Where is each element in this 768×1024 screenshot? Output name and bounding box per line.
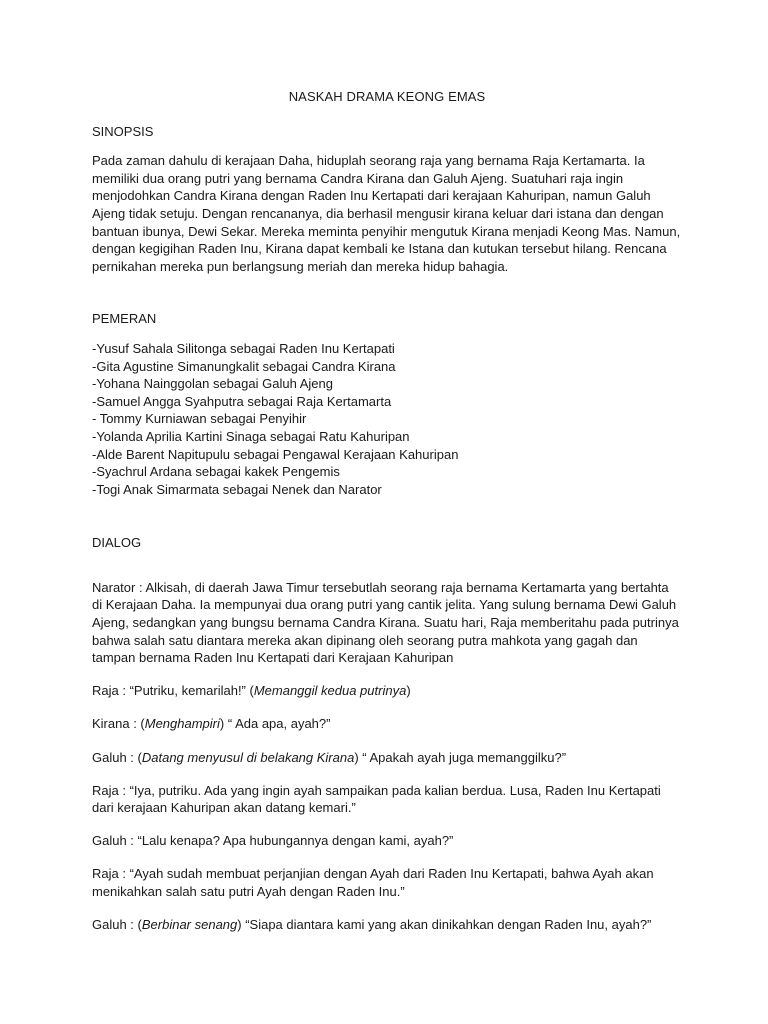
cast-item: -Syachrul Ardana sebagai kakek Pengemis: [92, 464, 340, 480]
dialog-heading: DIALOG: [92, 535, 142, 551]
dialog-text: ) “ Ada apa, ayah?”: [219, 716, 331, 732]
dialog-text: ) “Siapa diantara kami yang akan dinikahkan dengan Raden Inu, ayah?”: [237, 917, 652, 933]
dialog-narator: Narator : Alkisah, di daerah Jawa Timur tersebutlah seorang raja bernama Kertamarta yang bertahta di Kerajaan Daha. Ia mempunyai dua orang putri yang cantik jelita. Yang sulung bernama Dewi Galuh Ajeng, sedangkan yang bungsu bernama Candra Kirana. Suatu hari, Raja memberitahu pada putrinya bahwa salah satu diantara mereka akan dipinang oleh seorang putra mahkota yang gagah dan tampan bernama Raden Inu Kertapati dari Kerajaan Kahuripan: [92, 579, 679, 666]
sinopsis-text: Pada zaman dahulu di kerajaan Daha, hiduplah seorang raja yang bernama Raja Kertamarta. Ia memiliki dua orang putri yang bernama Candra Kirana dan Galuh Ajeng. Suatuhari raja ingin menjodohkan Candra Kirana dengan Raden Inu Kertapati dari kerajaan Kahuripan, namun Galuh Ajeng tidak setuju. Dengan rencananya, dia berhasil mengusir kirana keluar dari istana dan dengan bantuan ibunya, Dewi Sekar. Mereka meminta penyihir mengutuk Kirana menjadi Keong Mas. Namun, dengan kegigihan Raden Inu, Kirana dapat kembali ke Istana dan kutukan tersebut hilang. Rencana pernikahan mereka pun berlangsung meriah dan mereka hidup bahagia.: [92, 153, 681, 274]
dialog-text: Kirana : (: [92, 716, 145, 732]
pemeran-heading: PEMERAN: [92, 311, 157, 327]
cast-item: -Yolanda Aprilia Kartini Sinaga sebagai Ratu Kahuripan: [92, 428, 410, 444]
document-title: NASKAH DRAMA KEONG EMAS: [288, 89, 486, 104]
cast-item: -Yohana Nainggolan sebagai Galuh Ajeng: [92, 376, 333, 392]
dialog-text: Galuh : (: [92, 917, 142, 933]
stage-direction: Datang menyusul di belakang Kirana: [141, 749, 355, 765]
dialog-text: Raja : “Putriku, kemarilah!” (: [92, 683, 254, 699]
stage-direction: Memanggil kedua putrinya: [253, 683, 407, 699]
cast-item: -Gita Agustine Simanungkalit sebagai Candra Kirana: [92, 358, 396, 374]
dialog-line-galuh: Galuh : “Lalu kenapa? Apa hubungannya dengan kami, ayah?”: [92, 833, 454, 849]
cast-item: - Tommy Kurniawan sebagai Penyihir: [92, 411, 307, 427]
dialog-text: Galuh : (: [92, 749, 142, 765]
dialog-line-raja: [92, 682, 682, 700]
dialog-line-raja: Raja : “Ayah sudah membuat perjanjian dengan Ayah dari Raden Inu Kertapati, bahwa Ayah akan menikahkan salah satu putri Ayah dengan Raden Inu.”: [92, 866, 654, 899]
dialog-line-kirana: [92, 715, 682, 733]
cast-list: [92, 340, 682, 498]
dialog-line-galuh: [92, 749, 682, 767]
dialog-line-raja: Raja : “Iya, putriku. Ada yang ingin ayah sampaikan pada kalian berdua. Lusa, Raden Inu Kertapati dari kerajaan Kahuripan akan datang kemari.”: [92, 782, 661, 816]
stage-direction: Berbinar senang: [141, 917, 238, 933]
cast-item: -Alde Barent Napitupulu sebagai Pengawal Kerajaan Kahuripan: [92, 446, 459, 462]
dialog-text: ) “ Apakah ayah juga memanggilku?”: [354, 749, 567, 765]
cast-item: -Togi Anak Simarmata sebagai Nenek dan Narator: [92, 481, 382, 497]
dialog-line-galuh: [92, 916, 682, 934]
sinopsis-heading: SINOPSIS: [92, 123, 154, 139]
document-page: [92, 88, 682, 949]
cast-item: -Samuel Angga Syahputra sebagai Raja Kertamarta: [92, 393, 392, 409]
cast-item: -Yusuf Sahala Silitonga sebagai Raden Inu Kertapati: [92, 340, 395, 356]
stage-direction: Menghampiri: [144, 716, 220, 732]
dialog-text: ): [406, 683, 411, 699]
